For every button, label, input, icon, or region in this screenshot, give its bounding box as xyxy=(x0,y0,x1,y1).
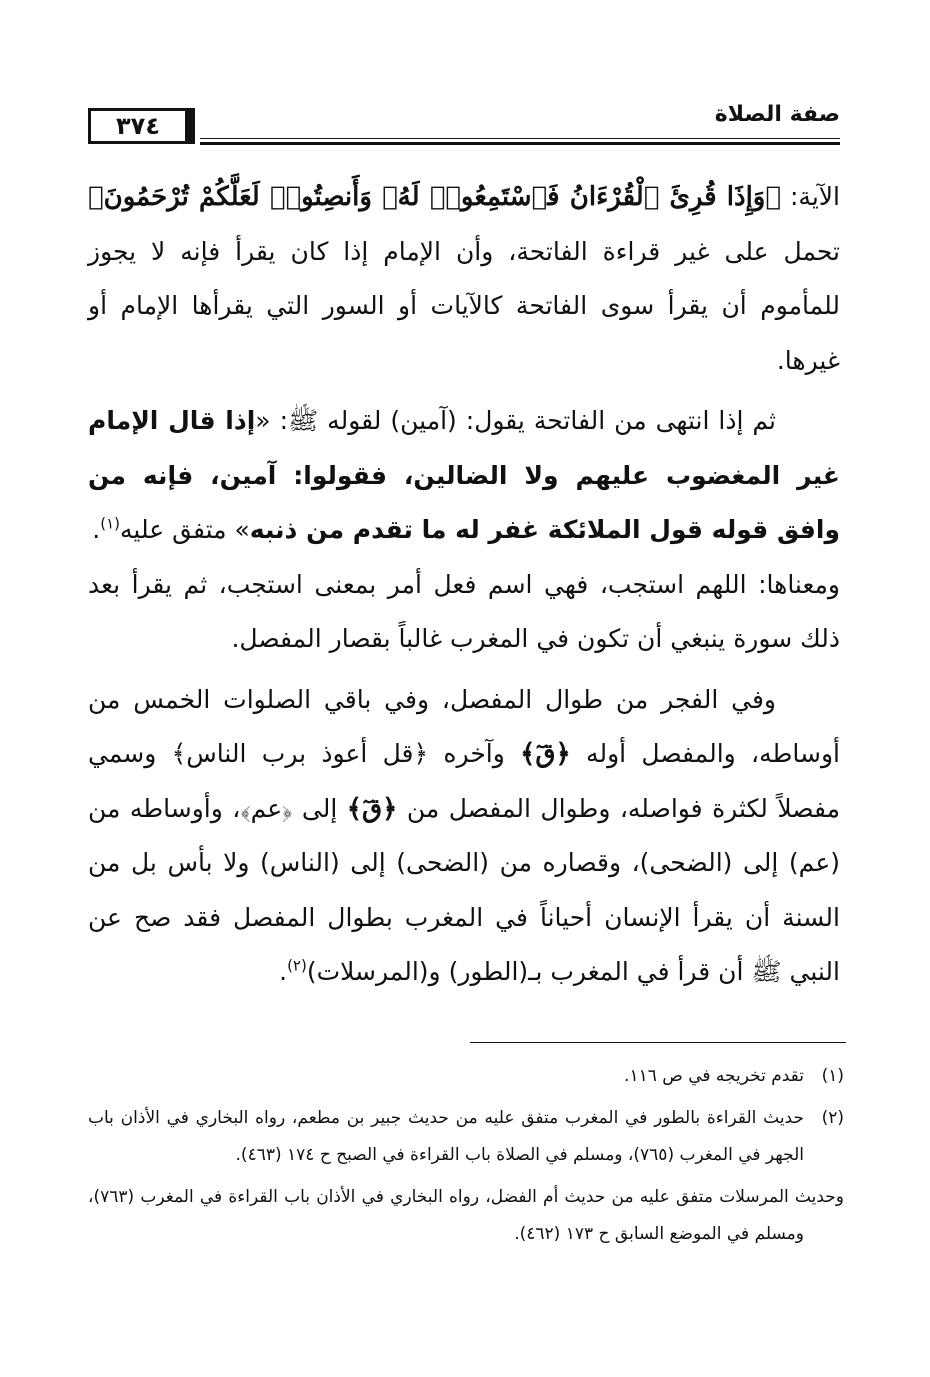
footnotes xyxy=(88,1058,844,1254)
paragraph-4-d: إلى xyxy=(292,793,347,823)
footnote-1-text: تقدم تخريجه في ص ١١٦. xyxy=(624,1066,804,1086)
paragraph-1-lead: الآية: xyxy=(780,182,840,211)
footnote-2-continuation: وحديث المرسلات متفق عليه من حديث أم الفضل، رواه البخاري في الأذان باب القراءة في المغرب (٧٦٣)، ومسلم في الموضع السابق ح ١٧٣ (٤٦٢). xyxy=(88,1186,844,1244)
paragraph-4-e: ، وأوساطه من (عم) إلى (الضحى)، وقصاره من (الضحى) إلى (الناس) ولا بأس بل من السنة أن يقرأ الإنسان أحياناً في المغرب بطوال المفصل فقد صح عن النبي ﷺ أن قرأ في المغرب بـ(الطور) و(المرسلات) xyxy=(88,793,840,986)
header-rule-thick xyxy=(200,142,840,145)
footnote-1 xyxy=(88,1058,844,1096)
page-header xyxy=(88,100,840,152)
footnote-1-number: (١) xyxy=(821,1066,844,1086)
paragraph-2 xyxy=(88,394,840,558)
surah-qaf-1: ﴿قٓ﴾ xyxy=(520,739,571,769)
surah-qaf-2: ﴿قٓ﴾ xyxy=(346,793,398,824)
paragraph-4-c: وسمي مفصلاً لكثرة فواصله، وطوال المفصل من xyxy=(88,739,840,823)
main-text xyxy=(88,170,840,1000)
footnote-divider xyxy=(470,1042,846,1043)
paragraph-1-rest: تحمل على غير قراءة الفاتحة، وأن الإمام إذا كان يقرأ فإنه لا يجوز للمأموم أن يقرأ سوى الفاتحة كالآيات أو السور التي يقرأها الإمام أو غيرها. xyxy=(88,236,840,375)
footnote-2-text: حديث القراءة بالطور في المغرب متفق عليه من حديث جبير بن مطعم، رواه البخاري في الأذان باب الجهر في المغرب (٧٦٥)، ومسلم في الصلاة باب القراءة في الصبح ح ١٧٤ (٤٦٣). xyxy=(88,1107,804,1165)
paragraph-4 xyxy=(88,673,840,1000)
quran-verse: ﴿وَإِذَا قُرِئَ ٱلْقُرْءَانُ فَٱسْتَمِعُوا۟ لَهُۥ وَأَنصِتُوا۟ لَعَلَّكُمْ تُرْحَمُونَ﴾ xyxy=(88,182,781,212)
paragraph-2-lead: ثم إذا انتهى من الفاتحة يقول: (آمين) لقوله ﷺ: « xyxy=(255,406,776,435)
paragraph-4-b: وآخره xyxy=(428,739,521,768)
paragraph-2-end: . xyxy=(92,515,101,544)
paragraph-4-a: وفي الفجر من طوال المفصل، وفي باقي الصلوات الخمس من أوساطه، والمفصل أوله xyxy=(88,684,840,768)
surah-nas: ﴿قل أعوذ برب الناس﴾ xyxy=(171,739,429,768)
running-title: صفة الصلاة xyxy=(714,102,840,127)
footnote-marker-2[interactable]: (٢) xyxy=(287,956,307,975)
surah-amma: ﴿عم﴾ xyxy=(240,793,293,823)
footnote-marker-1[interactable]: (١) xyxy=(100,514,121,533)
paragraph-2-tail: » متفق عليه xyxy=(120,515,250,544)
hadith-text: إذا قال الإمام غير المغضوب عليهم ولا الضالين، فقولوا: آمين، فإنه من وافق قوله قول الملائكة غفر له ما تقدم من ذنبه xyxy=(88,406,840,544)
paragraph-3: ومعناها: اللهم استجب، فهي اسم فعل أمر بمعنى استجب، ثم يقرأ بعد ذلك سورة ينبغي أن تكون في المغرب غالباً بقصار المفصل. xyxy=(88,569,840,653)
footnote-2-number: (٢) xyxy=(821,1107,844,1128)
page-number: ٣٧٤ xyxy=(88,108,188,144)
paragraph-4-end: . xyxy=(279,957,288,986)
paragraph-1 xyxy=(88,170,840,388)
header-rule-thin xyxy=(200,138,840,139)
footnote-2 xyxy=(88,1100,844,1175)
